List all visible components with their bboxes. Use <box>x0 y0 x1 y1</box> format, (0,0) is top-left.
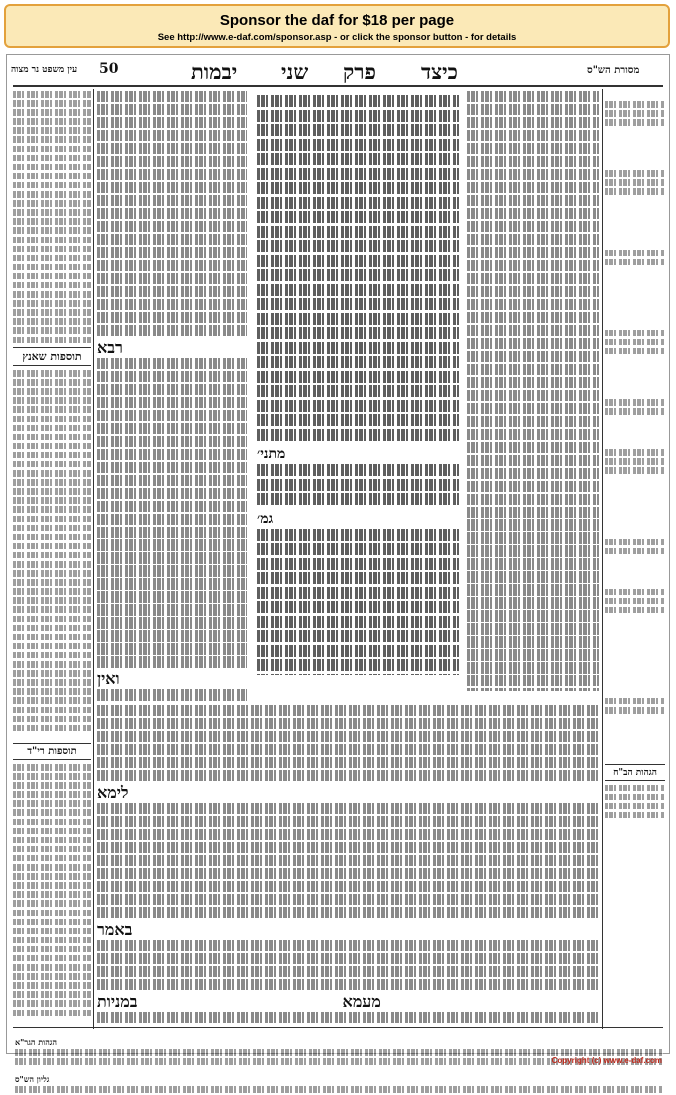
keyword-rava: רבא <box>97 337 123 357</box>
keyword-baamar: באמר <box>97 919 133 939</box>
ein-mishpat-column <box>13 91 91 731</box>
rashi-column <box>467 91 599 691</box>
masoret-hashas-label: מסורת הש"ס <box>587 65 640 76</box>
tosafot-rid-column <box>13 739 91 1029</box>
gilyon-hashas-heading: גליון הש"ס <box>15 1074 50 1085</box>
keyword-gemara: גמ׳ <box>257 510 274 527</box>
header-word-perek: פרק <box>343 59 376 84</box>
tosafot-rid-heading: תוספות רי"ד <box>13 743 91 760</box>
ein-mishpat-label: עין משפט נר מצוה <box>11 65 78 75</box>
keyword-mishnah: מתני׳ <box>257 446 286 462</box>
header-word-keitzad: כיצד <box>421 59 458 84</box>
column-divider-left <box>93 89 94 1029</box>
hagahot-habach-heading: הגהות הב"ח <box>605 764 665 781</box>
page-number: 50 <box>99 61 119 77</box>
masoret-hashas-column <box>605 91 665 891</box>
sponsor-banner[interactable] <box>4 4 670 48</box>
keyword-limma: לימא <box>97 782 129 802</box>
hagahot-hagra-heading: הגהות הגר"א <box>15 1037 58 1047</box>
keyword-bematnit: במניות <box>97 991 138 1011</box>
copyright-notice: Copyright (c) www.e-daf.com <box>551 1056 662 1065</box>
footer-rule <box>13 1027 663 1028</box>
keyword-taama: מעמא <box>342 991 381 1011</box>
header-word-tractate: יבמות <box>191 59 238 84</box>
column-divider-right <box>602 89 603 1029</box>
gemara-column <box>253 95 463 675</box>
header-word-sheni: שני <box>281 59 309 84</box>
lower-commentary <box>97 705 599 1025</box>
page-header <box>13 59 663 85</box>
keyword-vain: ואין <box>97 669 120 689</box>
sponsor-banner-subtitle: See http://www.e-daf.com/sponsor.asp - or click the sponsor button - for details <box>157 32 517 43</box>
sponsor-banner-title: Sponsor the daf for $18 per page <box>219 12 455 29</box>
tosafot-column <box>97 91 247 701</box>
tosafot-shantz-heading: תוספות שאנץ <box>13 347 91 366</box>
header-rule <box>13 85 663 87</box>
